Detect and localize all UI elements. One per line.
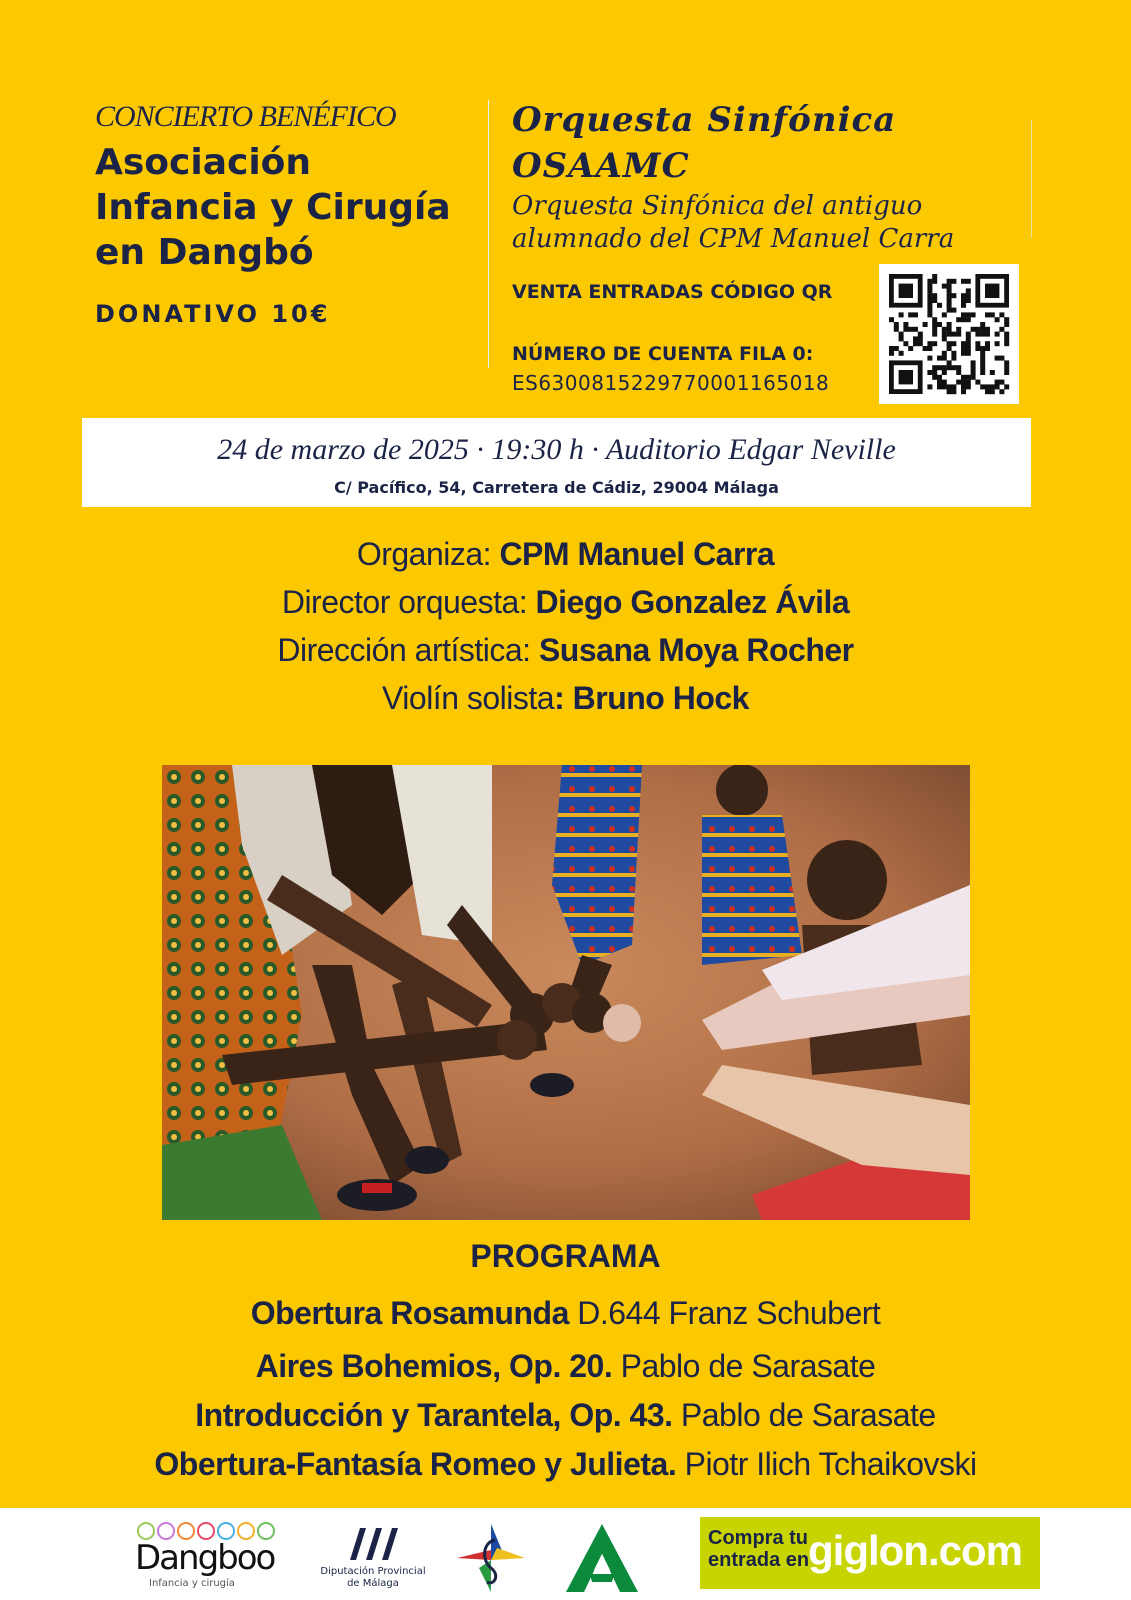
credit-violin — [0, 680, 1131, 717]
program-detail: Piotr Ilich Tchaikovski — [676, 1446, 977, 1482]
junta-andalucia-logo — [562, 1520, 642, 1596]
diputacion-logo — [318, 1524, 428, 1590]
letter-a-icon — [562, 1520, 642, 1596]
credit-value: CPM Manuel Carra — [499, 536, 775, 572]
event-address: C/ Pacífico, 54, Carretera de Cádiz, 29004 Málaga — [334, 478, 779, 497]
giglon-cta — [708, 1527, 809, 1571]
giglon-ticket-button[interactable] — [700, 1517, 1040, 1589]
credit-label: Violín solista — [382, 680, 555, 716]
program-work: Obertura-Fantasía Romeo y Julieta. — [154, 1446, 677, 1482]
association-line-3: en Dangbó — [95, 232, 314, 273]
association-line-1: Asociación — [95, 142, 312, 183]
diputacion-line-1: Diputación Provincial — [320, 1566, 426, 1577]
header-right-divider — [1031, 120, 1032, 238]
program-detail: Pablo de Sarasate — [672, 1397, 936, 1433]
dangboo-tagline: Infancia y cirugía — [149, 1578, 235, 1589]
account-number: ES6300815229770001165018 — [512, 371, 830, 395]
association-line-2: Infancia y Cirugía — [95, 187, 451, 228]
program-item — [0, 1446, 1131, 1483]
program-item — [0, 1295, 1131, 1332]
donation-text: DONATIVO 10€ — [95, 300, 331, 328]
credit-organiza — [0, 536, 1131, 573]
credit-value: Susana Moya Rocher — [538, 632, 854, 668]
credit-label: Director orquesta: — [281, 584, 536, 620]
header-divider — [488, 100, 489, 368]
children-hands-photo — [162, 765, 970, 1220]
diputacion-line-2: de Málaga — [347, 1578, 399, 1589]
event-info-band — [82, 418, 1031, 507]
credit-director — [0, 584, 1131, 621]
conservatory-logo — [453, 1520, 529, 1596]
orchestra-subtitle-line-2: alumnado del CPM Manuel Carra — [512, 224, 955, 254]
account-label: NÚMERO DE CUENTA FILA 0: — [512, 343, 814, 365]
giglon-cta-line-2: entrada en — [708, 1549, 810, 1571]
concert-kicker: CONCIERTO BENÉFICO — [95, 100, 396, 133]
program-title: PROGRAMA — [470, 1238, 661, 1274]
qr-code-icon — [879, 264, 1019, 404]
event-date-line: 24 de marzo de 2025 · 19:30 h · Auditorio Edgar Neville — [217, 433, 896, 466]
credit-value: : Bruno Hock — [554, 680, 749, 716]
ticket-qr-code[interactable] — [879, 264, 1019, 404]
dangboo-logo — [135, 1520, 275, 1592]
photo-illustration — [162, 765, 970, 1220]
orchestra-name-line-1: Orquesta Sinfónica — [512, 100, 897, 140]
program-detail: Pablo de Sarasate — [612, 1348, 876, 1384]
giglon-brand: giglon.com — [808, 1527, 1022, 1574]
program-item — [0, 1348, 1131, 1385]
giglon-cta-line-1: Compra tu — [708, 1527, 808, 1549]
diputacion-emblem-icon — [318, 1524, 428, 1562]
program-detail: D.644 Franz Schubert — [568, 1295, 881, 1331]
credit-label: Organiza: — [356, 536, 500, 572]
music-clef-icon — [453, 1520, 529, 1596]
program-work: Introducción y Tarantela, Op. 43. — [195, 1397, 673, 1433]
credit-label: Dirección artística: — [277, 632, 539, 668]
credit-direccion — [0, 632, 1131, 669]
program-item — [0, 1397, 1131, 1434]
program-work: Aires Bohemios, Op. 20. — [255, 1348, 613, 1384]
orchestra-subtitle-line-1: Orquesta Sinfónica del antiguo — [512, 191, 923, 221]
credit-value: Diego Gonzalez Ávila — [535, 584, 850, 620]
tickets-label: VENTA ENTRADAS CÓDIGO QR — [512, 281, 833, 303]
program-work: Obertura Rosamunda — [250, 1295, 569, 1331]
dangboo-wordmark: Dangboo — [135, 1538, 275, 1578]
orchestra-name-line-2: OSAAMC — [512, 146, 690, 186]
